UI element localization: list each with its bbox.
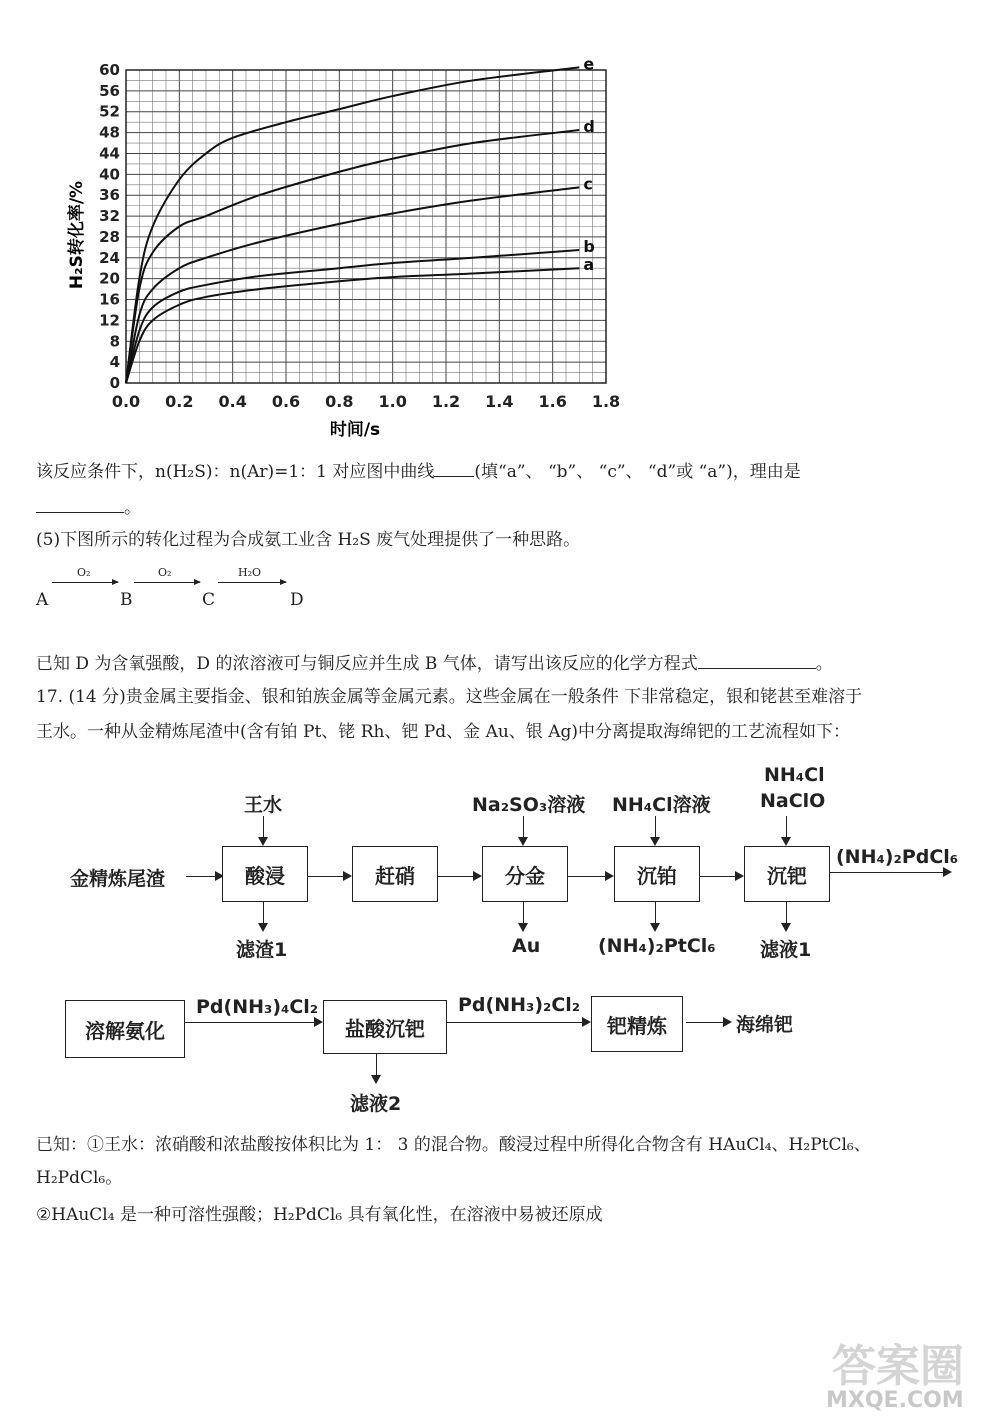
output-au: Au [512,935,541,957]
chain-b: B [120,590,133,610]
final-sponge-pd: 海绵钯 [736,1014,794,1036]
y-tick-label: 0 [109,374,120,392]
output-residue1: 滤渣1 [236,939,288,961]
series-label-e: e [583,54,595,74]
arrow-a-b [52,582,118,583]
line2-end: 。 [124,498,141,518]
x-tick-label: 0.4 [218,392,247,411]
chain-d: D [290,590,304,610]
input-nh4cl: NH₄Cl [764,764,825,786]
y-tick-label: 24 [99,248,120,267]
output-filtrate2: 滤液2 [350,1093,402,1115]
input-nh4cl-solution: NH₄Cl溶液 [612,794,711,816]
y-axis-title: H₂S转化率/% [67,180,87,290]
arrow-na2so3 [523,816,524,844]
arrow-residue1 [263,902,264,930]
box-dissolve-ammoniate: 溶解氨化 [65,1000,185,1058]
x-tick-label: 1.8 [591,392,621,411]
note-1b: H₂PdCl₆。 [36,1168,123,1188]
input-naclo: NaClO [760,790,826,812]
x-tick-label: 0.6 [271,392,301,411]
arrow-pt-product [655,902,656,930]
arrow-acid-nitrate [308,876,350,877]
note-2: ②HAuCl₄ 是一种可溶性强酸；H₂PdCl₆ 具有氧化性，在溶液中易被还原成 [36,1205,603,1225]
y-tick-label: 60 [99,61,120,79]
arrow-au [523,902,524,930]
chain-a: A [36,590,49,610]
arrow-ammoniate-hcl [185,1022,321,1023]
known-text: 已知 D 为含氧强酸，D 的浓溶液可与铜反应并生成 B 气体，请写出该反应的化学方程式 [36,654,698,674]
reagent-h2o: H₂O [238,566,262,579]
x-tick-label: 0.8 [325,392,354,411]
product-nh4-2pdcl6: (NH₄)₂PdCl₆ [836,846,959,868]
output-nh4-2ptcl6: (NH₄)₂PtCl₆ [598,935,716,957]
y-tick-label: 36 [99,186,120,205]
question-17-line1: 17. (14 分)贵金属主要指金、银和铂族金属等金属元素。这些金属在一般条件 下非常稳定，银和铑甚至难溶于 [36,687,863,707]
label-pd-nh3-4cl2: Pd(NH₃)₄Cl₂ [196,996,319,1018]
watermark-logo: 答案圈 [832,1341,964,1392]
y-tick-label: 48 [99,123,120,142]
y-tick-label: 4 [109,353,120,372]
y-tick-label: 40 [99,165,120,184]
reagent-o2-2: O₂ [158,566,172,579]
label-pd-nh3-2cl2: Pd(NH₃)₂Cl₂ [458,994,581,1016]
series-label-c: c [583,174,593,194]
box-pd-refine: 钯精炼 [591,996,683,1052]
x-tick-label: 1.6 [538,392,567,411]
answer-blank-curve[interactable] [434,458,474,477]
arrow-gold-pt [568,876,612,877]
watermark-site: MXQE.COM [826,1388,964,1413]
note-1: 已知：①王水：浓硝酸和浓盐酸按体积比为 1： 3 的混合物。酸浸过程中所得化合物含有 HAuCl₄、H₂PtCl₆、 [36,1135,871,1155]
arrow-c-d [218,582,286,583]
question-5: (5)下图所示的转化过程为合成氨工业含 H₂S 废气处理提供了一种思路。 [36,530,581,550]
input-na2so3: Na₂SO₃溶液 [472,794,586,816]
arrow-hcl-refine [447,1022,589,1023]
arrow-filtrate2 [376,1054,377,1082]
question-17-line2: 王水。一种从金精炼尾渣中(含有铂 Pt、铑 Rh、钯 Pd、金 Au、银 Ag)中分离提取海绵钯的工艺流程如下： [36,722,851,742]
arrow-aqua-regia [263,816,264,844]
line1b-text: (填“a”、 “b”、 “c”、 “d”或 “a”)，理由是 [474,462,801,482]
known-d [36,650,833,676]
output-filtrate1: 滤液1 [760,939,812,961]
arrow-filtrate1 [786,902,787,930]
y-tick-label: 52 [99,102,120,121]
conversion-chart [60,50,640,445]
x-tick-label: 1.4 [485,392,514,411]
x-tick-label: 0.0 [111,392,141,411]
box-platinum-precip: 沉铂 [614,846,700,902]
series-label-d: d [583,116,595,136]
arrow-refine-sponge [686,1022,730,1023]
arrow-pd-product [830,872,950,873]
y-tick-label: 28 [99,227,120,246]
flow-start: 金精炼尾渣 [70,868,166,890]
box-palladium-precip: 沉钯 [744,846,830,902]
chart-grid [126,70,606,383]
answer-blank-reason[interactable] [36,494,124,513]
arrow-b-c [134,582,200,583]
known-end: 。 [815,654,833,674]
y-tick-label: 56 [99,81,120,100]
reagent-o2-1: O₂ [77,566,91,579]
box-gold-separation: 分金 [482,846,568,902]
y-tick-label: 12 [99,311,120,330]
box-remove-nitrate: 赶硝 [352,846,438,902]
question-line-2 [36,494,141,520]
arrow-pt-pd [700,876,742,877]
chain-c: C [202,590,216,610]
y-tick-label: 44 [99,144,120,163]
y-tick-label: 8 [109,332,120,351]
x-axis-title: 时间/s [329,420,381,440]
question-line-1 [36,458,801,484]
box-hcl-pd-precip: 盐酸沉钯 [323,1000,447,1054]
arrow-start-acid [186,876,222,877]
x-tick-label: 1.0 [378,392,407,411]
line1-text: 该反应条件下，n(H₂S)：n(Ar)=1：1 对应图中曲线 [36,462,435,482]
x-tick-label: 0.2 [165,392,194,411]
arrow-nitrate-gold [438,876,480,877]
series-label-a: a [583,255,595,275]
series-label-b: b [583,236,595,256]
arrow-nh4cl [655,816,656,844]
chart-axes [99,61,620,411]
y-tick-label: 16 [99,290,120,309]
answer-blank-equation[interactable] [698,650,816,669]
y-tick-label: 32 [99,207,120,226]
x-tick-label: 1.2 [431,392,461,411]
input-aqua-regia: 王水 [244,794,283,816]
box-acid-leach: 酸浸 [222,846,308,902]
y-tick-label: 20 [99,269,120,288]
chart-labels [583,54,594,274]
arrow-naclo [786,816,787,844]
